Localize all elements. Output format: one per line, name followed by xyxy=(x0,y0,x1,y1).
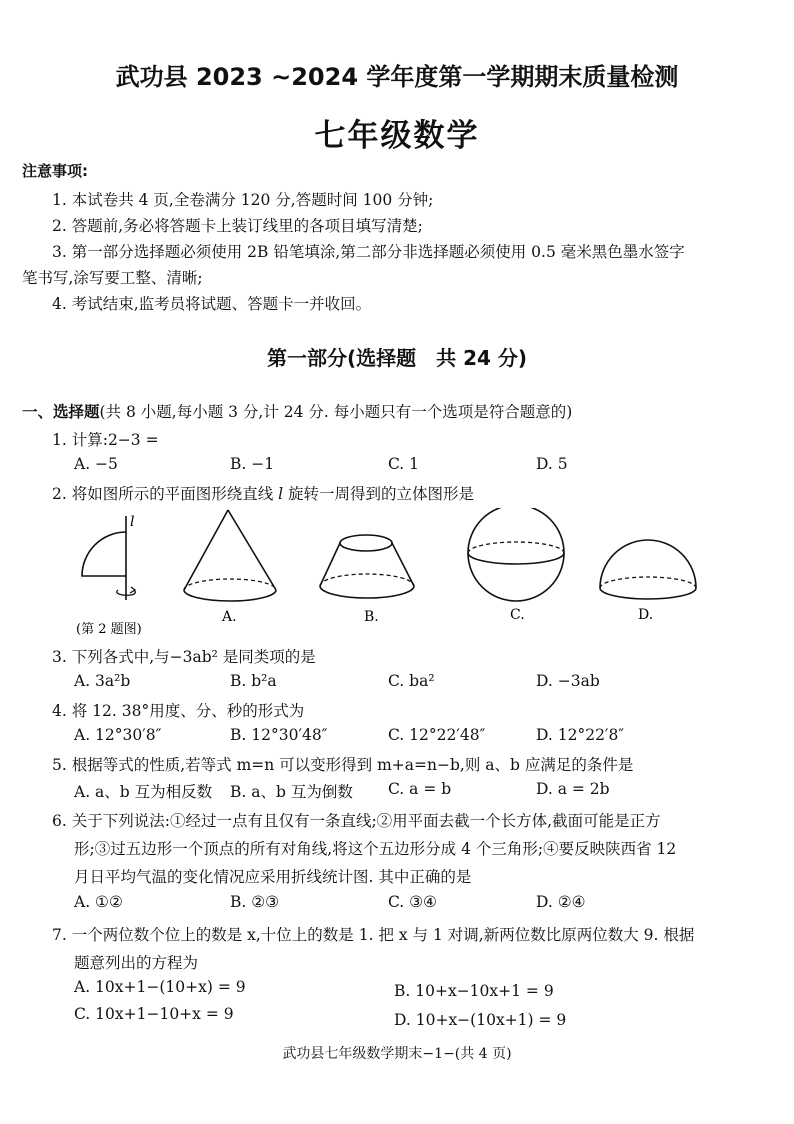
notes-heading: 注意事项: xyxy=(22,162,88,180)
sphere-equator-front xyxy=(468,553,564,564)
q2-fig-caption: (第 2 题图) xyxy=(76,622,142,637)
q3-option-b: B. b²a xyxy=(230,672,277,690)
q4-option-d: D. 12°22′8″ xyxy=(536,726,625,744)
rotation-arrow-head xyxy=(130,587,135,593)
note-item: 1. 本试卷共 4 页,全卷满分 120 分,答题时间 100 分钟; xyxy=(52,191,434,209)
page-footer: 武功县七年级数学期末−1−(共 4 页) xyxy=(282,1046,512,1062)
question-1-stem: 1. 计算:2−3 = xyxy=(52,431,159,449)
hemisphere-base-front xyxy=(600,588,696,599)
frustum-edge xyxy=(320,543,340,586)
note-item: 笔书写,涂写要工整、清晰; xyxy=(22,269,203,287)
question-4-stem: 4. 将 12. 38°用度、分、秒的形式为 xyxy=(52,702,305,720)
question-7-line: 题意列出的方程为 xyxy=(74,954,199,972)
cone-edge xyxy=(184,510,228,590)
frustum-edge xyxy=(392,543,414,586)
note-item: 4. 考试结束,监考员将试题、答题卡一并收回。 xyxy=(52,295,372,313)
sphere-outline xyxy=(468,508,564,601)
cone-base-front xyxy=(184,590,276,601)
solid-sphere-c xyxy=(468,508,564,601)
question-6-line: 形;③过五边形一个顶点的所有对角线,将这个五边形分成 4 个三角形;④要反映陕西省 12 xyxy=(74,840,677,858)
q2-stem-var: l xyxy=(278,485,284,503)
cone-edge xyxy=(228,510,276,590)
q5-option-c: C. a = b xyxy=(388,780,452,798)
q7-option-b: B. 10+x−10x+1 = 9 xyxy=(394,982,554,1000)
q1-option-c: C. 1 xyxy=(388,455,420,473)
axis-label-l: l xyxy=(130,514,135,530)
q7-option-c: C. 10x+1−10+x = 9 xyxy=(74,1005,234,1023)
q2-label-d: D. xyxy=(638,607,654,623)
section-intro-text: (共 8 小题,每小题 3 分,计 24 分. 每小题只有一个选项是符合题意的) xyxy=(99,403,573,421)
q3-option-a: A. 3a²b xyxy=(74,672,131,690)
cone-base-back xyxy=(184,579,276,590)
q3-option-c: C. ba² xyxy=(388,672,435,690)
q6-option-c: C. ③④ xyxy=(388,893,437,911)
q7-option-d: D. 10+x−(10x+1) = 9 xyxy=(394,1011,567,1029)
note-item: 2. 答题前,务必将答题卡上装订线里的各项目填写清楚; xyxy=(52,217,423,235)
q1-option-b: B. −1 xyxy=(230,455,275,473)
q4-option-c: C. 12°22′48″ xyxy=(388,726,486,744)
q3-option-d: D. −3ab xyxy=(536,672,600,690)
exam-title: 武功县 2023 ~2024 学年度第一学期期末质量检测 xyxy=(115,63,679,91)
q7-option-a: A. 10x+1−(10+x) = 9 xyxy=(74,978,246,996)
question-3-stem: 3. 下列各式中,与−3ab² 是同类项的是 xyxy=(52,648,316,666)
quarter-circle-shape xyxy=(82,532,126,576)
q5-option-b: B. a、b 互为倒数 xyxy=(230,783,353,801)
note-item: 3. 第一部分选择题必须使用 2B 铅笔填涂,第二部分非选择题必须使用 0.5 毫米黑色墨水签字 xyxy=(52,243,685,261)
section-title: 第一部分(选择题 共 24 分) xyxy=(266,346,528,370)
q5-option-a: A. a、b 互为相反数 xyxy=(74,783,213,801)
q2-label-c: C. xyxy=(510,607,525,623)
question-2-stem xyxy=(52,482,474,504)
solid-frustum-b xyxy=(320,535,414,598)
q2-label-a: A. xyxy=(222,609,237,625)
frustum-base-back xyxy=(320,574,414,586)
solid-cone-a xyxy=(184,510,276,601)
q4-option-b: B. 12°30′48″ xyxy=(230,726,328,744)
question-5-stem: 5. 根据等式的性质,若等式 m=n 可以变形得到 m+a=n−b,则 a、b 应满足的条件是 xyxy=(52,756,634,774)
q2-stem-part: 2. 将如图所示的平面图形绕直线 xyxy=(52,485,279,503)
question-6-line: 6. 关于下列说法:①经过一点有且仅有一条直线;②用平面去截一个长方体,截面可能是正方 xyxy=(52,812,661,830)
q6-option-a: A. ①② xyxy=(74,893,123,911)
section-intro-label: 一、选择题 xyxy=(22,403,100,421)
q1-option-d: D. 5 xyxy=(536,455,568,473)
hemisphere-base-back xyxy=(600,577,696,588)
solid-hemisphere-d xyxy=(600,540,696,599)
q5-option-d: D. a = 2b xyxy=(536,780,610,798)
q2-label-b: B. xyxy=(364,609,379,625)
frustum-base-front xyxy=(320,586,414,598)
q6-option-d: D. ②④ xyxy=(536,893,586,911)
question-7-line: 7. 一个两位数个位上的数是 x,十位上的数是 1. 把 x 与 1 对调,新两位数比原两位数大 9. 根据 xyxy=(52,926,695,944)
frustum-top xyxy=(340,535,392,551)
q2-plane-figure xyxy=(82,514,135,600)
q1-option-a: A. −5 xyxy=(74,455,118,473)
exam-subject: 七年级数学 xyxy=(314,118,480,154)
section-intro xyxy=(22,400,572,422)
q6-option-b: B. ②③ xyxy=(230,893,280,911)
q2-stem-part: 旋转一周得到的立体图形是 xyxy=(283,485,475,503)
question-6-line: 月日平均气温的变化情况应采用折线统计图. 其中正确的是 xyxy=(74,868,472,886)
q2-figures xyxy=(60,508,760,643)
sphere-equator-back xyxy=(468,542,564,553)
q4-option-a: A. 12°30′8″ xyxy=(74,726,162,744)
